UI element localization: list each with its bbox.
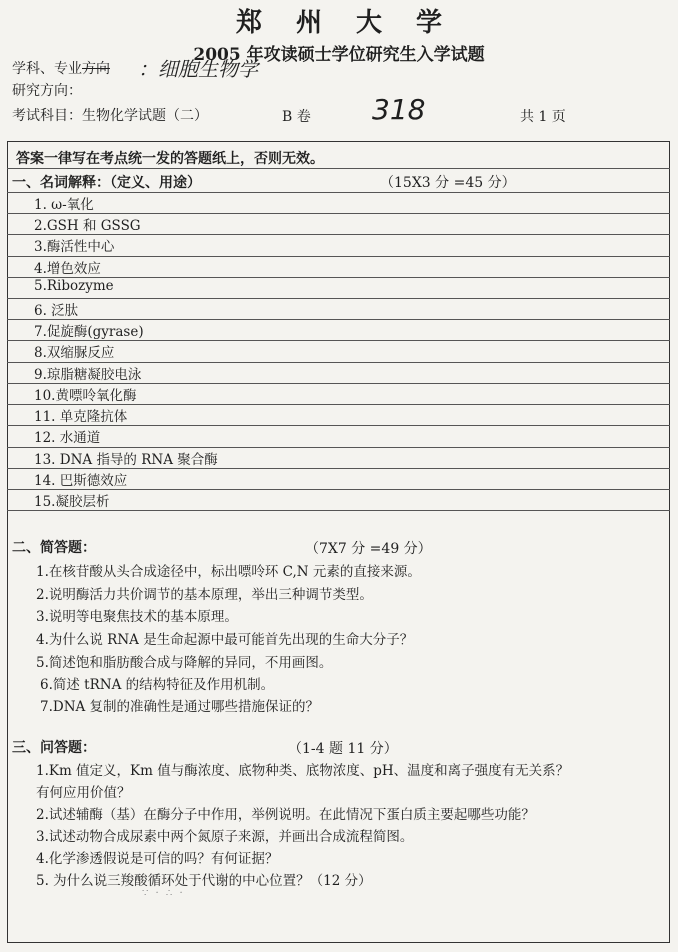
list-item: 2.说明酶活力共价调节的基本原理，举出三种调节类型。: [36, 587, 373, 603]
divider: [7, 192, 670, 193]
list-item: 4.化学渗透假说是可信的吗？有何证据？: [36, 851, 279, 867]
major-struck-text: 方向: [82, 61, 110, 77]
list-item: 1.在核苷酸从头合成途径中，标出嘌呤环 C,N 元素的直接来源。: [36, 564, 421, 580]
list-item: 1. ω-氧化: [34, 197, 94, 213]
list-item: 10.黄嘌呤氧化酶: [34, 388, 137, 404]
list-item: 15.凝胶层析: [34, 494, 110, 510]
list-item: 13. DNA 指导的 RNA 聚合酶: [34, 452, 218, 468]
list-item: 1.Km 值定义，Km 值与酶浓度、底物种类、底物浓度、pH、温度和离子强度有无关系？: [36, 763, 570, 779]
list-item: 5.简述饱和脂肪酸合成与降解的异同，不用画图。: [36, 655, 333, 671]
section-1-score: （15X3 分 =45 分）: [380, 175, 516, 191]
volume-label: B 卷: [282, 109, 311, 125]
direction-label: 研究方向：: [12, 83, 82, 99]
list-item: 5.Ribozyme: [34, 278, 114, 294]
section-2-title: 二、简答题：: [12, 540, 96, 556]
list-item: 2.试述辅酶（基）在酶分子中作用，举例说明。在此情况下蛋白质主要起哪些功能？: [36, 807, 535, 823]
university-title: 郑州大学: [235, 8, 476, 38]
divider: [7, 298, 670, 299]
list-item: 8.双缩脲反应: [34, 345, 115, 361]
divider: [7, 510, 670, 511]
list-item: 6.简述 tRNA 的结构特征及作用机制。: [40, 677, 275, 693]
divider: [7, 256, 670, 257]
subject-label: 考试科目：生物化学试题（二）: [12, 108, 208, 124]
section-1-title: 一、名词解释：（定义、用途）: [12, 175, 201, 191]
list-item: 14. 巴斯德效应: [34, 473, 128, 489]
list-item: 5. 为什么说三羧酸循环处于代谢的中心位置？（12 分）: [36, 873, 372, 889]
exam-title: 2005 年攻读硕士学位研究生入学试题: [193, 45, 485, 65]
list-item: 3.试述动物合成尿素中两个氮原子来源，并画出合成流程简图。: [36, 829, 414, 845]
divider: [7, 168, 670, 169]
list-item: 4.增色效应: [34, 261, 101, 277]
section-3-score: （1-4 题 11 分）: [288, 741, 398, 757]
list-item: 7.DNA 复制的准确性是通过哪些措施保证的？: [40, 699, 320, 715]
divider: [7, 425, 670, 426]
list-item: 3.酶活性中心: [34, 239, 115, 255]
list-item: 11. 单克隆抗体: [34, 409, 128, 425]
section-3-title: 三、问答题：: [12, 740, 96, 756]
major-handwritten: ：细胞生物学: [138, 57, 258, 81]
exam-code-handwritten: 318: [372, 93, 426, 126]
list-item: 2.GSH 和 GSSG: [34, 218, 141, 234]
list-item: 有何应用价值？: [36, 785, 131, 801]
list-item: 12. 水通道: [34, 430, 101, 446]
major-field: [12, 58, 110, 78]
list-item: 6. 泛肽: [34, 303, 79, 319]
section-2-score: （7X7 分 =49 分）: [305, 541, 432, 557]
list-item: 4.为什么说 RNA 是生命起源中最可能首先出现的生命大分子？: [36, 632, 414, 648]
list-item: 3.说明等电聚焦技术的基本原理。: [36, 609, 238, 625]
notice-text: 答案一律写在考点统一发的答题纸上，否则无效。: [16, 151, 324, 167]
pencil-scribble: ∵ · ∴ ·: [142, 888, 185, 899]
list-item: 9.琼脂糖凝胶电泳: [34, 367, 142, 383]
list-item: 7.促旋酶(gyrase): [34, 324, 144, 340]
major-label: 学科、专业: [12, 61, 82, 77]
page-count: 共 1 页: [520, 109, 566, 125]
